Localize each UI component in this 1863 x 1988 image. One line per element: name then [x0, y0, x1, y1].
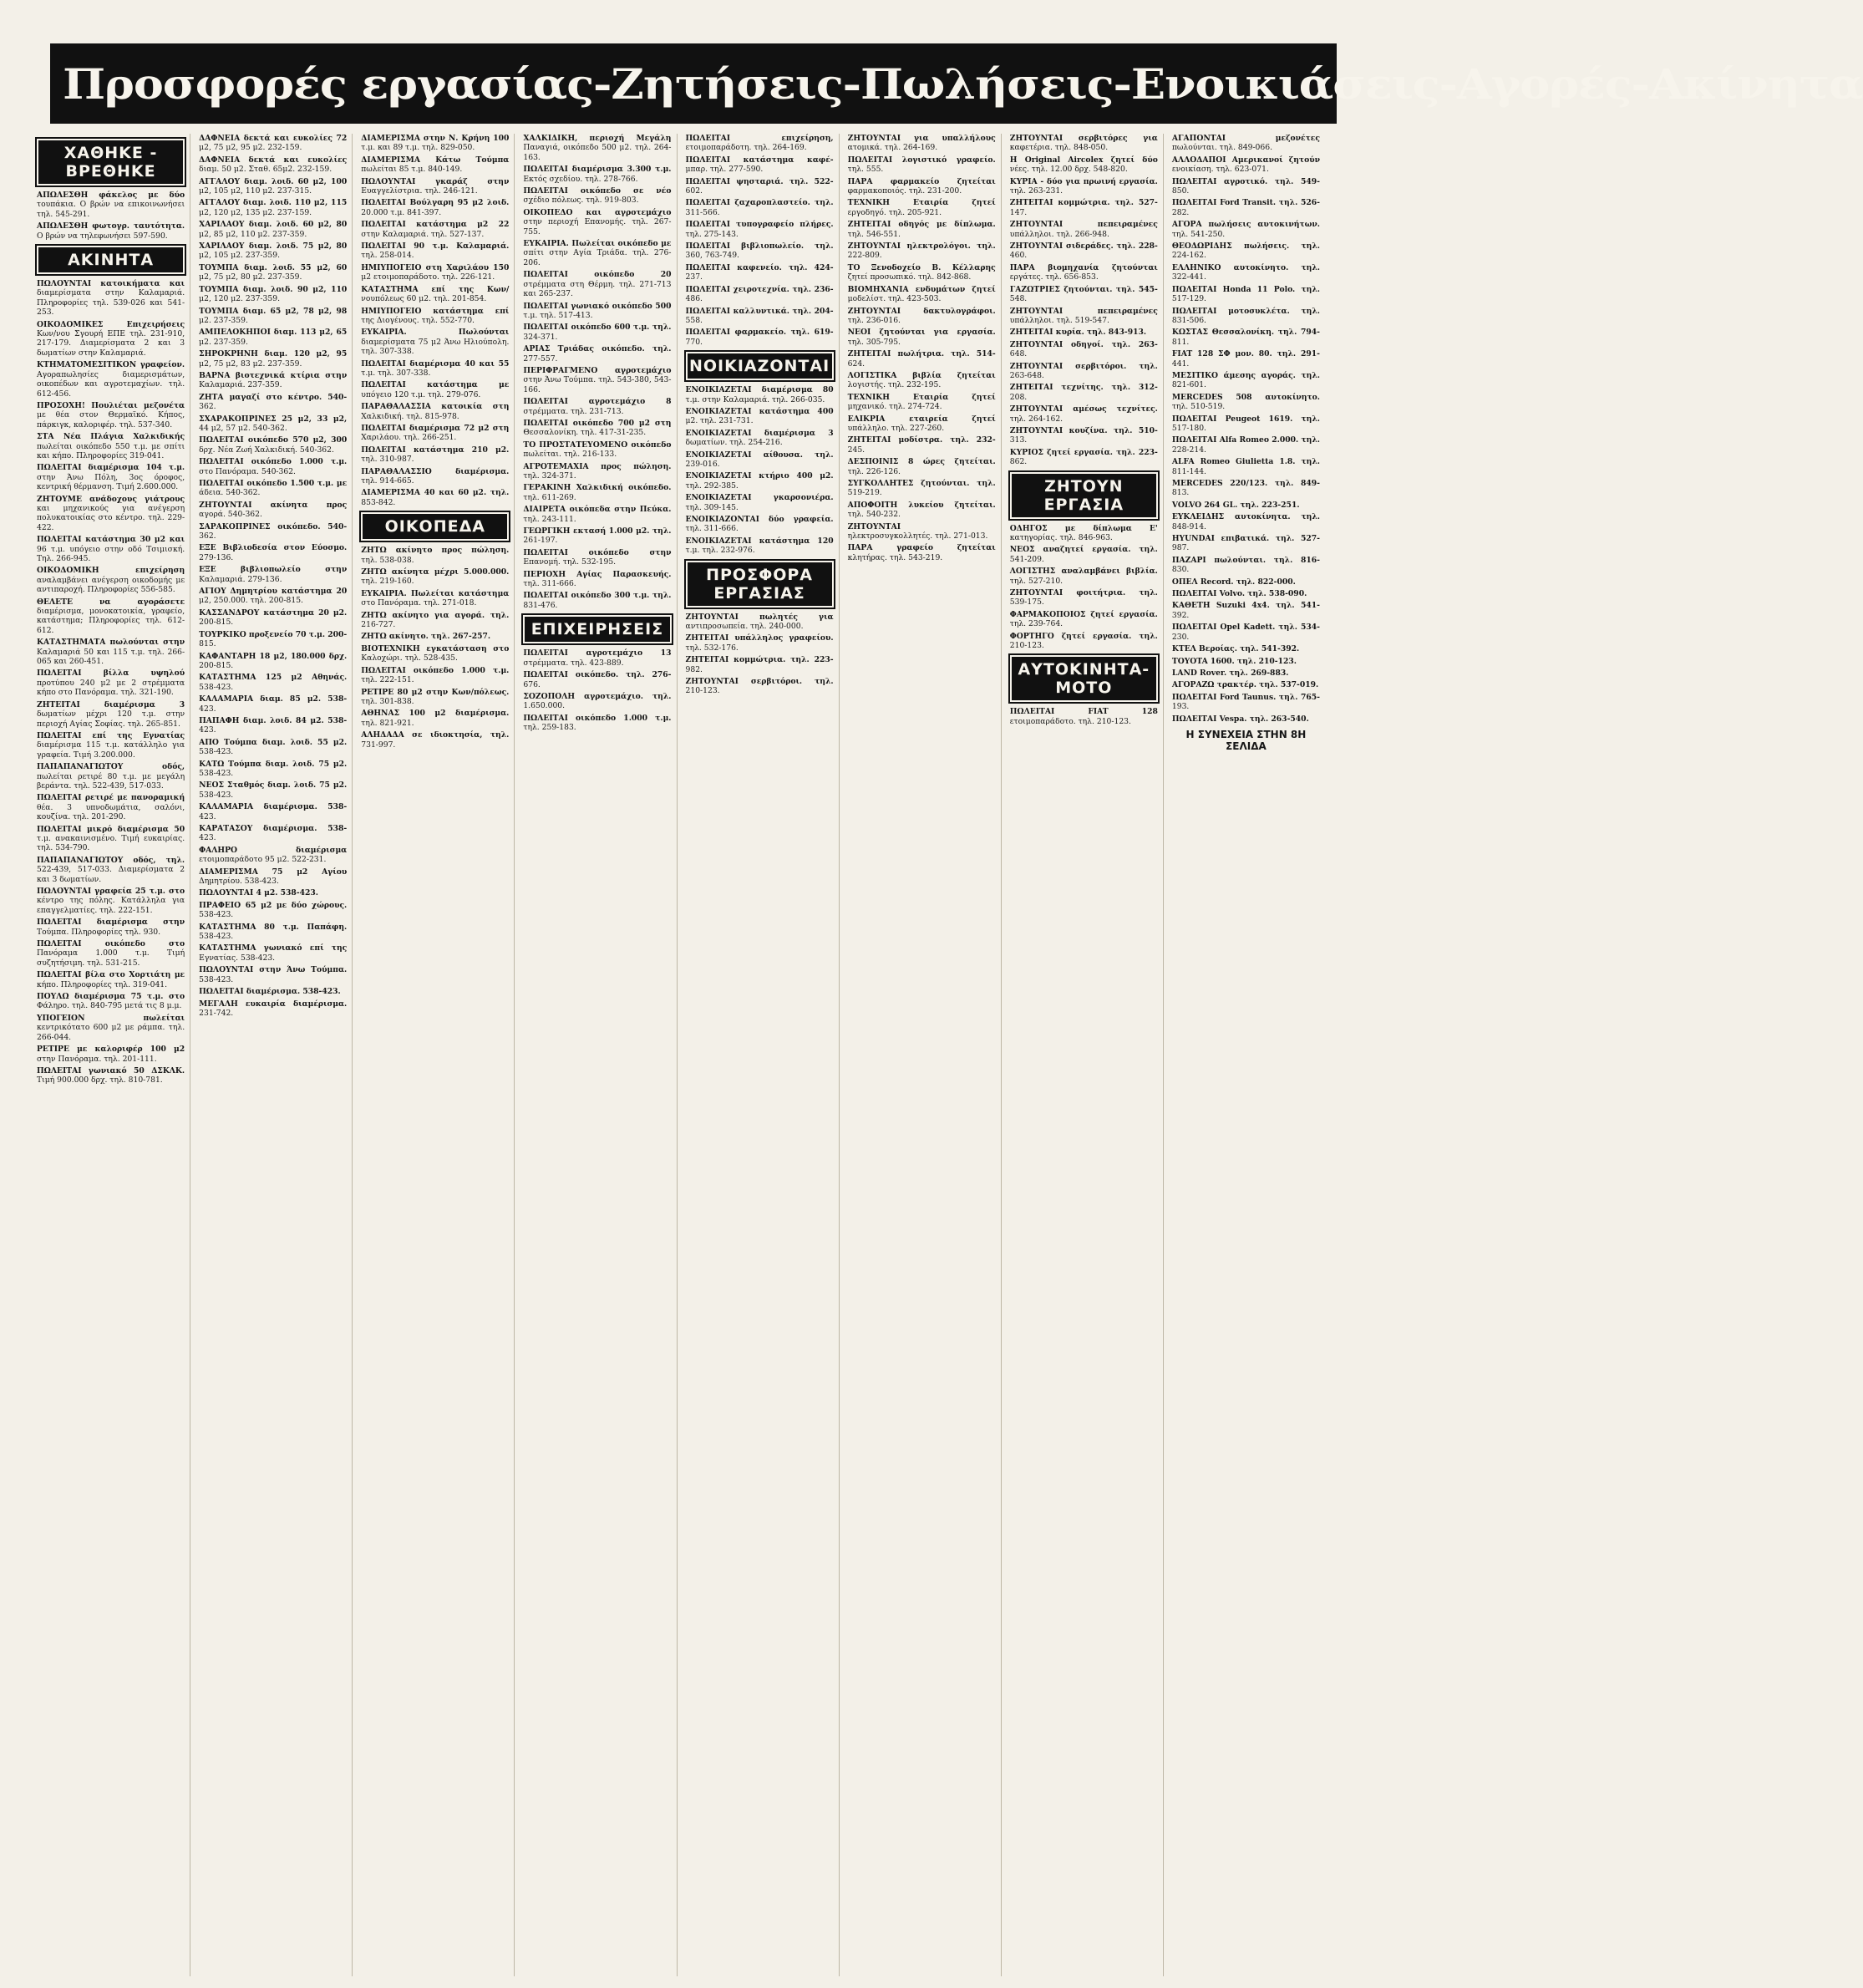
section-header-lost-found: ΧΑΘΗΚΕ - ΒΡΕΘΗΚΕ: [37, 139, 185, 186]
classified-ad: ΑΛΛΟΔΑΠΟΙ Αμερικανοί ζητούν ενοικίαση. τηλ. 623-071.: [1171, 155, 1320, 175]
classified-ad: ΠΩΛΕΙΤΑΙ Volvo. τηλ. 538-090.: [1171, 589, 1307, 599]
classified-ad: ΠΩΛΟΥΝΤΑΙ κατοικήματα και διαμερίσματα στην Καλαμαριά. Πληροφορίες τηλ. 539-026 και 541-253.: [37, 279, 185, 318]
classified-ad: ΠΩΛΕΙΤΑΙ κατάστημα 210 μ2. τηλ. 310-987.: [361, 445, 510, 465]
classified-ad: ΠΩΛΕΙΤΑΙ διαμέρισμα 104 τ.μ. στην Άνω Πόλη, 3ος όροφος, κεντρική θέρμανση. Τιμή 2.600.000.: [37, 463, 185, 492]
classified-ad: ΑΠΟΦΟΙΤΗ λυκείου ζητείται. τηλ. 540-232.: [847, 500, 996, 520]
section-header-job-requests: ΖΗΤΟΥΝ ΕΡΓΑΣΙΑ: [1010, 472, 1158, 519]
classified-ad: ΕΝΟΙΚΙΑΖΕΤΑΙ διαμέρισμα 3 δωματίων. τηλ. 254-216.: [685, 428, 834, 448]
classified-ad: ΖΗΤΟΥΝΤΑΙ φοιτήτρια. τηλ. 539-175.: [1009, 588, 1158, 608]
classified-ad: ΖΗΤΟΥΝΤΑΙ σιδεράδες. τηλ. 228-460.: [1009, 242, 1158, 261]
classified-ad: ΠΩΛΕΙΤΑΙ οικόπεδο στην Επανομή. τηλ. 532-195.: [523, 547, 672, 567]
classified-ad: ΠΩΛΕΙΤΑΙ ψησταριά. τηλ. 522-602.: [685, 176, 834, 196]
ad-group: [1010, 707, 1158, 726]
classified-ad: ΡΕΤΙΡΕ 80 μ2 στην Κων/πόλεως. τηλ. 301-838.: [361, 687, 510, 706]
section-header-business: ΕΠΙΧΕΙΡΗΣΕΙΣ: [523, 615, 671, 643]
classified-ad: ΖΗΤΟΥΝΤΑΙ κουζίνα. τηλ. 510-313.: [1009, 425, 1158, 445]
column-4: [518, 134, 677, 1976]
classified-ad: FIAT 128 ΣΦ μον. 80. τηλ. 291-441.: [1171, 349, 1320, 369]
continuation-note: Η ΣΥΝΕΧΕΙΑ ΣΤΗΝ 8Η ΣΕΛΙΔΑ: [1185, 728, 1307, 752]
classified-ad: ΠΩΛΕΙΤΑΙ οικόπεδο 1.000 τ.μ. στο Πανόραμα. 540-362.: [199, 457, 348, 476]
classified-ad: ΛΟΓΙΣΤΙΚΑ βιβλία ζητείται λογιστής. τηλ. 232-195.: [847, 370, 996, 390]
classified-ad: ΠΩΛΕΙΤΑΙ κατάστημα 30 μ2 και 96 τ.μ. υπόγειο στην οδό Τσιμισκή. Τηλ. 266-945.: [37, 535, 185, 563]
ad-group: [686, 385, 834, 556]
classified-ad: ΠΑΠΑΠΑΝΑΓΙΩΤΟΥ οδός, πωλείται ρετιρέ 80 τ.μ. με μεγάλη βεράντα. τηλ. 522-439, 517-033.: [37, 762, 185, 791]
classified-ad: ΠΩΛΕΙΤΑΙ μοτοσυκλέτα. τηλ. 831-506.: [1171, 306, 1320, 325]
classified-ad: ΑΘΗΝΑΣ 100 μ2 διαμέρισμα. τηλ. 821-921.: [361, 709, 510, 728]
classified-ad: ΘΕΛΕΤΕ να αγοράσετε διαμέρισμα, μονοκατοικία, γραφείο, κατάστημα; Πληροφορίες τηλ. 612-612.: [37, 597, 185, 635]
classified-ad: ΠΩΛΕΙΤΑΙ Peugeot 1619. τηλ. 517-180.: [1171, 414, 1320, 433]
classified-ad: ΠΩΛΕΙΤΑΙ χειροτεχνία. τηλ. 236-486.: [685, 284, 834, 304]
classified-ad: ALFA Romeo Giulietta 1.8. τηλ. 811-144.: [1171, 457, 1320, 476]
classified-ad: ΡΕΤΙΡΕ με καλοριφέρ 100 μ2 στην Πανόραμα. τηλ. 201-111.: [37, 1045, 185, 1064]
classified-ad: ΟΔΗΓΟΣ με δίπλωμα Ε' κατηγορίας. τηλ. 846-963.: [1009, 523, 1158, 542]
classified-ad: ΕΥΚΛΕΙΔΗΣ αυτοκίνητα. τηλ. 848-914.: [1171, 512, 1320, 531]
ad-group: [199, 134, 347, 1018]
classified-ad: ΠΩΛΕΙΤΑΙ οικόπεδο 1.000 τ.μ. τηλ. 222-151.: [361, 665, 510, 685]
classified-ad: ΠΩΛΕΙΤΑΙ Opel Kadett. τηλ. 534-230.: [1171, 623, 1320, 642]
classified-ad: VOLVO 264 GL. τηλ. 223-251.: [1171, 500, 1300, 510]
classified-ad: ΠΑΠΑΠΑΝΑΓΙΩΤΟΥ οδός, τηλ. 522-439, 517-033. Διαμερίσματα 2 και 3 δωματίων.: [37, 855, 185, 884]
classified-ad: ΠΩΛΕΙΤΑΙ οικόπεδο 300 τ.μ. τηλ. 831-476.: [523, 591, 672, 610]
column-5: [681, 134, 840, 1976]
classified-ad: ΠΑΡΑ γραφείο ζητείται κλητήρας. τηλ. 543-219.: [847, 543, 996, 562]
classified-ad: ΠΩΛΕΙΤΑΙ αγροτικό. τηλ. 549-850.: [1171, 176, 1320, 196]
classified-ad: ΚΑΤΑΣΤΗΜΑΤΑ πωλούνται στην Καλαμαριά 50 και 115 τ.μ. τηλ. 266-065 και 260-451.: [37, 638, 185, 667]
classified-ad: ΔΙΑΜΕΡΙΣΜΑ 75 μ2 Αγίου Δημητρίου. 538-423.: [199, 867, 348, 887]
classified-ad: ΚΥΡΙΟΣ ζητεί εργασία. τηλ. 223-862.: [1009, 447, 1158, 467]
classified-ad: ΖΗΤΟΥΝΤΑΙ ηλεκτρολόγοι. τηλ. 222-809.: [847, 242, 996, 261]
classified-ad: ΦΑΛΗΡΟ διαμέρισμα ετοιμοπαράδοτο 95 μ2. 522-231.: [199, 845, 348, 865]
classified-ad: ΔΙΑΜΕΡΙΣΜΑ 40 και 60 μ2. τηλ. 853-842.: [361, 488, 510, 507]
classified-ad: ΟΙΚΟΠΕΔΟ και αγροτεμάχιο στην περιοχή Επανομής. τηλ. 267-755.: [523, 207, 672, 236]
classified-ad: ΖΗΤΟΥΝΤΑΙ πωλητές για αντιπροσωπεία. τηλ. 240-000.: [685, 612, 834, 632]
classified-ad: ΣΧΑΡΑΚΟΠΡΙΝΕΣ 25 μ2, 33 μ2, 44 μ2, 57 μ2. 540-362.: [199, 414, 348, 433]
classified-columns: [32, 134, 1325, 1976]
classified-ad: ΕΝΟΙΚΙΑΖΕΤΑΙ αίθουσα. τηλ. 239-016.: [685, 450, 834, 469]
classified-ad: ΔΙΑΜΕΡΙΣΜΑ στην Ν. Κρήνη 100 τ.μ. και 89 τ.μ. τηλ. 829-050.: [361, 134, 510, 153]
classified-ad: ΠΕΡΙΟΧΗ Αγίας Παρασκευής. τηλ. 311-666.: [523, 569, 672, 589]
classified-ad: ΒΙΟΜΗΧΑΝΙΑ ενδυμάτων ζητεί μοδελίστ. τηλ. 423-503.: [847, 284, 996, 304]
classified-ad: ΟΙΚΟΔΟΜΙΚΕΣ Επιχειρήσεις Κων/νου Σγουρή ΕΠΕ τηλ. 231-910, 217-179. Διαμερίσματα 2 και 3 δωματίων στην Καλαμαριά.: [37, 319, 185, 358]
classified-ad: ΖΗΤΑ μαγαζί στο κέντρο. 540-362.: [199, 392, 348, 412]
classified-ad: ΔΑΦΝΕΙΑ δεκτά και ευκολίες διαμ. 50 μ2. Σταθ. 65μ2. 232-159.: [199, 155, 348, 175]
classified-ad: ΠΩΛΕΙΤΑΙ οικόπεδο 570 μ2, 300 δρχ. Νέα Ζωή Χαλκιδική. 540-362.: [199, 435, 348, 455]
classified-ad: ΠΩΛΕΙΤΑΙ καλλυντικά. τηλ. 204-558.: [685, 306, 834, 325]
ad-group: [523, 648, 671, 732]
ad-group: [523, 134, 671, 610]
classified-ad: ΖΗΤΟΥΝΤΑΙ σερβιτόροι. τηλ. 210-123.: [685, 677, 834, 696]
classified-ad: ΠΩΛΕΙΤΑΙ Honda 11 Polo. τηλ. 517-129.: [1171, 284, 1320, 304]
classified-ad: ΠΩΛΕΙΤΑΙ καφενείο. τηλ. 424-237.: [685, 262, 834, 282]
classified-ad: ΚΑΤΑΣΤΗΜΑ 125 μ2 Αθηνάς. 538-423.: [199, 673, 348, 692]
classified-ad: ΠΩΛΕΙΤΑΙ επί της Εγνατίας διαμέρισμα 115 τ.μ. κατάλληλο για γραφεία. Τιμή 3.200.000.: [37, 730, 185, 760]
ad-group: [848, 134, 996, 562]
classified-ad: ΗΜΙΥΠΟΓΕΙΟ στη Χαριλάου 150 μ2 ετοιμοπαράδοτο. τηλ. 226-121.: [361, 262, 510, 282]
classified-ad: ΠΩΛΕΙΤΑΙ αγροτεμάχιο 13 στρέμματα. τηλ. 423-889.: [523, 648, 672, 668]
classified-ad: ΤΟΥΜΠΑ διαμ. λοιδ. 55 μ2, 60 μ2, 75 μ2, 80 μ2. 237-359.: [199, 262, 348, 282]
classified-ad: ΣΟΖΟΠΟΛΗ αγροτεμάχιο. τηλ. 1.650.000.: [523, 691, 672, 711]
classified-ad: ΚΑΦΑΝΤΑΡΗ 18 μ2, 180.000 δρχ. 200-815.: [199, 651, 348, 670]
classified-ad: ΑΓΓΑΛΟΥ διαμ. λοιδ. 60 μ2, 100 μ2, 105 μ2, 110 μ2. 237-315.: [199, 176, 348, 196]
ad-group: [1172, 134, 1320, 724]
classified-ad: ΚΑΡΑΤΑΣΟΥ διαμέρισμα. 538-423.: [199, 824, 348, 843]
classified-ad: ΠΩΛΕΙΤΑΙ αγροτεμάχιο 8 στρέμματα. τηλ. 231-713.: [523, 397, 672, 416]
column-6: [843, 134, 1002, 1976]
classified-ad: ΑΓΑΠΟΝΤΑΙ μεζονέτες πωλούνται. τηλ. 849-066.: [1171, 134, 1320, 153]
classified-ad: ΠΩΛΟΥΝΤΑΙ γραφεία 25 τ.μ. στο κέντρο της πόλης. Κατάλληλα για επαγγελματίες. τηλ. 222-151.: [37, 887, 185, 915]
classified-ad: ΠΩΛΕΙΤΑΙ βιβλιοπωλείο. τηλ. 360, 763-749.: [685, 242, 834, 261]
classified-ad: ΚΑΛΑΜΑΡΙΑ διαμέρισμα. 538-423.: [199, 802, 348, 821]
classified-ad: ΚΥΡΙΑ - δύο για πρωινή εργασία. τηλ. 263-231.: [1009, 176, 1158, 196]
classified-ad: ΠΩΛΕΙΤΑΙ οικόπεδο 700 μ2 στη Θεσσαλονίκη. τηλ. 417-31-235.: [523, 418, 672, 438]
classified-ad: ΠΑΡΑ βιομηχανία ζητούνται εργάτες. τηλ. 656-853.: [1009, 262, 1158, 282]
classified-ad: ΠΩΛΕΙΤΑΙ διαμέρισμα 72 μ2 στη Χαριλάου. τηλ. 266-251.: [361, 423, 510, 443]
ad-group: [1010, 524, 1158, 651]
classified-ad: ΑΓΙΟΥ Δημητρίου κατάστημα 20 μ2, 250.000. τηλ. 200-815.: [199, 587, 348, 606]
classified-ad: ΠΩΛΕΙΤΑΙ βίλλα υψηλού προτύπου 240 μ2 με 2 στρέμματα κήπο στο Πανόραμα. τηλ. 321-190.: [37, 669, 185, 698]
ad-group: [37, 279, 185, 1086]
classified-ad: ΚΑΤΩ Τούμπα διαμ. λοιδ. 75 μ2. 538-423.: [199, 759, 348, 778]
classified-ad: ΟΠΕΛ Record. τηλ. 822-000.: [1171, 577, 1296, 587]
classified-ad: ΑΠΩΛΕΣΘΗ φωτογρ. ταυτότητα. Ο βρών να τηλεφωνήσει 597-590.: [37, 221, 185, 241]
classified-ad: ΚΑΣΣΑΝΔΡΟΥ κατάστημα 20 μ2. 200-815.: [199, 608, 348, 628]
classified-ad: ΠΩΛΕΙΤΑΙ οικόπεδο σε νέο σχέδιο πόλεως. τηλ. 919-803.: [523, 186, 672, 206]
classified-ad: ΠΩΛΕΙΤΑΙ κατάστημα με υπόγειο 120 τ.μ. τηλ. 279-076.: [361, 380, 510, 399]
classified-ad: ΕΝΟΙΚΙΑΖΟΝΤΑΙ δύο γραφεία. τηλ. 311-666.: [685, 515, 834, 534]
classified-ad: ΖΗΤΩ ακίνητο. τηλ. 267-257.: [361, 632, 491, 642]
classified-ad: ΠΩΛΕΙΤΑΙ τυπογραφείο πλήρες. τηλ. 275-143.: [685, 220, 834, 239]
classified-ad: ΓΑΖΩΤΡΙΕΣ ζητούνται. τηλ. 545-548.: [1009, 284, 1158, 304]
classified-ad: ΣΗΡΟΚΡΗΝΗ διαμ. 120 μ2, 95 μ2, 75 μ2, 83 μ2. 237-359.: [199, 349, 348, 369]
classified-ad: ΖΗΤΟΥΜΕ ανάδοχους γιάτρους και μηχανικούς για ανέγερση πολυκατοικίας στο κέντρο. τηλ. 229-422.: [37, 494, 185, 532]
classified-ad: ΝΕΟΙ ζητούνται για εργασία. τηλ. 305-795.: [847, 328, 996, 347]
classified-ad: ΠΩΛΟΥΝΤΑΙ στην Άνω Τούμπα. 538-423.: [199, 965, 348, 984]
classified-ad: ΖΗΤΟΥΝΤΑΙ ακίνητα προς αγορά. 540-362.: [199, 500, 348, 520]
classified-ad: ΠΩΛΕΙΤΑΙ Βούλγαρη 95 μ2 λοιδ. 20.000 τ.μ. 841-397.: [361, 198, 510, 217]
ad-group: [361, 546, 509, 750]
classified-ad: ΤΕΧΝΙΚΗ Εταιρία ζητεί μηχανικό. τηλ. 274-724.: [847, 392, 996, 412]
classified-ad: ΕΝΟΙΚΙΑΖΕΤΑΙ διαμέρισμα 80 τ.μ. στην Καλαμαριά. τηλ. 266-035.: [685, 385, 834, 404]
classified-ad: ΖΗΤΕΙΤΑΙ κομμώτρια. τηλ. 527-147.: [1009, 198, 1158, 217]
classified-ad: ΖΗΤΕΙΤΑΙ κυρία. τηλ. 843-913.: [1009, 328, 1147, 338]
classified-ad: ΠΩΛΕΙΤΑΙ οικόπεδο στο Πανόραμα 1.000 τ.μ. Τιμή συζητήσιμη. τηλ. 531-215.: [37, 939, 185, 968]
classified-ad: ΕΛΙΚΡΙΑ εταιρεία ζητεί υπάλληλο. τηλ. 227-260.: [847, 414, 996, 433]
classified-ad: ΖΗΤΩ ακίνητα μέχρι 5.000.000. τηλ. 219-160.: [361, 567, 510, 587]
section-header-job-offers: ΠΡΟΣΦΟΡΑ ΕΡΓΑΣΙΑΣ: [686, 561, 834, 608]
classified-ad: ΕΝΟΙΚΙΑΖΕΤΑΙ κατάστημα 120 τ.μ. τηλ. 232-976.: [685, 536, 834, 556]
classified-ad: ΠΩΛΕΙΤΑΙ κατάστημα μ2 22 στην Καλαμαριά. τηλ. 527-137.: [361, 220, 510, 239]
classified-ad: ΑΓΡΟΤΕΜΑΧΙΑ προς πώληση. τηλ. 324-371.: [523, 461, 672, 480]
classified-ad: ΛΟΓΙΣΤΗΣ αναλαμβάνει βιβλία. τηλ. 527-210.: [1009, 567, 1158, 586]
classified-ad: ΠΩΛΕΙΤΑΙ Alfa Romeo 2.000. τηλ. 228-214.: [1171, 435, 1320, 455]
classified-ad: ΚΑΤΑΣΤΗΜΑ 80 τ.μ. Παπάφη. 538-423.: [199, 922, 348, 942]
classified-ad: ΕΝΟΙΚΙΑΖΕΤΑΙ γκαρσονιέρα. τηλ. 309-145.: [685, 493, 834, 512]
classified-ad: ΖΗΤΕΙΤΑΙ υπάλληλος γραφείου. τηλ. 532-176.: [685, 633, 834, 653]
column-8: [1167, 134, 1325, 1976]
classified-ad: ΖΗΤΕΙΤΑΙ πωλήτρια. τηλ. 514-624.: [847, 349, 996, 369]
section-header-property: ΑΚΙΝΗΤΑ: [37, 246, 185, 274]
classified-ad: ΖΗΤΕΙΤΑΙ μοδίστρα. τηλ. 232-245.: [847, 435, 996, 455]
classified-ad: ΜΕΓΑΛΗ ευκαιρία διαμέρισμα. 231-742.: [199, 999, 348, 1018]
classified-ad: ΠΩΛΕΙΤΑΙ ρετιρέ με πανοραμική θέα. 3 υπνοδωμάτια, σαλόνι, κουζίνα. τηλ. 201-290.: [37, 793, 185, 822]
ad-group: [37, 191, 185, 241]
classified-ad: ΠΩΛΕΙΤΑΙ μικρό διαμέρισμα 50 τ.μ. ανακαινισμένο. Τιμή ευκαιρίας. τηλ. 534-790.: [37, 824, 185, 853]
classified-ad: ΜΕΣΙΤΙΚΟ άμεσης αγοράς. τηλ. 821-601.: [1171, 370, 1320, 390]
classified-ad: ΖΗΤΟΥΝΤΑΙ ηλεκτροσυγκολλητές. τηλ. 271-013.: [847, 521, 988, 541]
classified-ad: ΝΕΟΣ αναζητεί εργασία. τηλ. 541-209.: [1009, 545, 1158, 564]
column-3: [356, 134, 515, 1976]
ad-group: [361, 134, 509, 507]
section-header-cars: ΑΥΤΟΚΙΝΗΤΑ-ΜΟΤΟ: [1010, 655, 1158, 702]
page-banner: [50, 43, 1863, 124]
classified-ad: ΑΡΙΑΣ Τριάδας οικόπεδο. τηλ. 277-557.: [523, 344, 672, 364]
classified-ad: ΕΥΚΑΙΡΙΑ. Πωλείται οικόπεδο με σπίτι στην Αγία Τριάδα. τηλ. 276-206.: [523, 239, 672, 267]
classified-ad: ΠΩΛΕΙΤΑΙ διαμέρισμα στην Τούμπα. Πληροφορίες τηλ. 930.: [37, 918, 185, 937]
classified-ad: ΤΟ Ξενοδοχείο Β. Κέλλαρης ζητεί προσωπικό. τηλ. 842-868.: [847, 262, 996, 282]
classified-ad: ΤΕΧΝΙΚΗ Εταιρία ζητεί εργοδηγό. τηλ. 205-921.: [847, 198, 996, 217]
classified-ad: ΔΕΣΠΟΙΝΙΣ 8 ώρες ζητείται. τηλ. 226-126.: [847, 457, 996, 476]
classified-ad: ΠΑΡΑΘΑΛΑΣΣΙΑ κατοικία στη Χαλκιδική. τηλ. 815-978.: [361, 402, 510, 421]
ad-group: [1010, 134, 1158, 467]
classified-ad: ΑΓΟΡΑΖΩ τρακτέρ. τηλ. 537-019.: [1171, 680, 1319, 690]
classified-ad: ΠΩΛΕΙΤΑΙ οικόπεδο 1.500 τ.μ. με άδεια. 540-362.: [199, 479, 348, 498]
classified-ad: ΠΡΑΦΕΙΟ 65 μ2 με δύο χώρους. 538-423.: [199, 900, 348, 920]
classified-ad: ΣΤΑ Νέα Πλάγια Χαλκιδικής πωλείται οικόπεδο 550 τ.μ. με σπίτι και κήπο. Πληροφορίες 319-041.: [37, 432, 185, 460]
classified-ad: ΖΗΤΟΥΝΤΑΙ πεπειραμένες υπάλληλοι. τηλ. 519-547.: [1009, 306, 1158, 325]
ad-group: [686, 613, 834, 696]
classified-ad: HYUNDAI επιβατικά. τηλ. 527-987.: [1171, 534, 1320, 553]
classified-ad: ΖΗΤΕΙΤΑΙ διαμέρισμα 3 δωματίων μέχρι 120 τ.μ. στην περιοχή Αγίας Σοφίας. τηλ. 265-851.: [37, 699, 185, 729]
classified-ad: ΠΩΛΕΙΤΑΙ οικόπεδο. τηλ. 276-676.: [523, 670, 672, 689]
classified-ad: ΖΗΤΕΙΤΑΙ κομμώτρια. τηλ. 223-982.: [685, 655, 834, 674]
classified-ad: ΠΩΛΕΙΤΑΙ διαμέρισμα. 538-423.: [199, 987, 341, 997]
classified-ad: ΠΩΛΕΙΤΑΙ οικόπεδο 600 τ.μ. τηλ. 324-371.: [523, 323, 672, 342]
classified-ad: ΧΑΛΚΙΔΙΚΗ, περιοχή Μεγάλη Παναγιά, οικόπεδο 500 μ2. τηλ. 264-163.: [523, 134, 672, 162]
classified-ad: ΕΞΕ βιβλιοπωλείο στην Καλαμαριά. 279-136.: [199, 565, 348, 584]
classified-ad: ΠΩΛΕΙΤΑΙ φαρμακείο. τηλ. 619-770.: [685, 328, 834, 347]
classified-ad: ΘΕΟΔΩΡΙΔΗΣ πωλήσεις. τηλ. 224-162.: [1171, 242, 1320, 261]
classified-ad: ΚΑΤΑΣΤΗΜΑ γωνιακό επί της Εγνατίας. 538-423.: [199, 943, 348, 963]
classified-ad: ΠΕΡΙΦΡΑΓΜΕΝΟ αγροτεμάχιο στην Άνω Τούμπα. τηλ. 543-380, 543-166.: [523, 365, 672, 394]
classified-ad: ΖΗΤΟΥΝΤΑΙ αμέσως τεχνίτες. τηλ. 264-162.: [1009, 404, 1158, 424]
classified-ad: ΠΩΛΕΙΤΑΙ διαμέρισμα 40 και 55 τ.μ. τηλ. 307-338.: [361, 358, 510, 378]
classified-ad: ΔΑΦΝΕΙΑ δεκτά και ευκολίες 72 μ2, 75 μ2, 95 μ2. 232-159.: [199, 134, 348, 153]
classified-ad: ΑΜΠΕΛΟΚΗΠΟΙ διαμ. 113 μ2, 65 μ2. 237-359.: [199, 328, 348, 347]
classified-ad: ΖΗΤΩ ακίνητο για αγορά. τηλ. 216-727.: [361, 610, 510, 630]
classified-ad: ΠΟΥΛΩ διαμέρισμα 75 τ.μ. στο Φάληρο. τηλ. 840-795 μετά τις 8 μ.μ.: [37, 992, 185, 1011]
classified-ad: ΠΩΛΕΙΤΑΙ Vespa. τηλ. 263-540.: [1171, 714, 1309, 724]
classified-ad: ΤΟΥΜΠΑ διαμ. λοιδ. 90 μ2, 110 μ2, 120 μ2. 237-359.: [199, 284, 348, 304]
classified-ad: ΚΤΕΛ Βεροίας. τηλ. 541-392.: [1171, 644, 1300, 654]
classified-ad: ΚΑΛΑΜΑΡΙΑ διαμ. 85 μ2. 538-423.: [199, 694, 348, 714]
classified-ad: ΠΩΛΕΙΤΑΙ FIAT 128 ετοιμοπαράδοτο. τηλ. 210-123.: [1009, 707, 1158, 726]
classified-ad: ΠΩΛΕΙΤΑΙ 90 τ.μ. Καλαμαριά. τηλ. 258-014.: [361, 242, 510, 261]
classified-ad: ΠΩΛΕΙΤΑΙ Ford Taunus. τηλ. 765-193.: [1171, 692, 1320, 712]
classified-ad: ΣΑΡΑΚΟΠΡΙΝΕΣ οικόπεδο. 540-362.: [199, 521, 348, 541]
classified-ad: ΒΑΡΝΑ βιοτεχνικά κτίρια στην Καλαμαριά. 237-359.: [199, 370, 348, 390]
classified-ad: ΚΤΗΜΑΤΟΜΕΣΙΤΙΚΟΝ γραφείον. Αγοραπωλησίες διαμερισμάτων, οικοπέδων και αγροτεμαχίων. τηλ. 612-456.: [37, 360, 185, 399]
classified-ad: ΠΩΛΕΙΤΑΙ Ford Transit. τηλ. 526-282.: [1171, 198, 1320, 217]
classified-ad: ΠΩΛΕΙΤΑΙ λογιστικό γραφείο. τηλ. 555.: [847, 155, 996, 175]
classified-ad: ΖΗΤΩ ακίνητο προς πώληση. τηλ. 538-038.: [361, 546, 510, 565]
classified-ad: ΠΑΖΑΡΙ πωλούνται. τηλ. 816-830.: [1171, 555, 1320, 575]
classified-ad: ΔΙΑΙΡΕΤΑ οικόπεδα στην Πεύκα. τηλ. 243-111.: [523, 505, 672, 524]
classified-ad: ΖΗΤΟΥΝΤΑΙ οδηγοί. τηλ. 263-648.: [1009, 339, 1158, 359]
classified-ad: ΕΝΟΙΚΙΑΖΕΤΑΙ κατάστημα 400 μ2. τηλ. 231-731.: [685, 406, 834, 426]
classified-ad: ΥΠΟΓΕΙΟΝ πωλείται κεντρικότατο 600 μ2 με ράμπα. τηλ. 266-044.: [37, 1013, 185, 1042]
classified-ad: MERCEDES 220/123. τηλ. 849-813.: [1171, 479, 1320, 498]
classified-ad: ΠΡΟΣΟΧΗ! Πουλιέται μεζονέτα με θέα στον Θερμαϊκό. Κήπος, πάρκιγκ, καλοριφέρ. τηλ. 537-340.: [37, 400, 185, 430]
section-header-rentals: ΝΟΙΚΙΑΖΟΝΤΑΙ: [686, 352, 834, 380]
section-header-plots: ΟΙΚΟΠΕΔΑ: [361, 512, 509, 541]
classified-ad: ΤΟΥΜΠΑ διαμ. 65 μ2, 78 μ2, 98 μ2. 237-359.: [199, 306, 348, 325]
ad-group: [686, 134, 834, 347]
banner-title: Προσφορές εργασίας-Ζητήσεις-Πωλήσεις-Ενοικιάσεις-Αγορές-Ακίνητα: [63, 58, 1863, 109]
classified-ad: ΕΥΚΑΙΡΙΑ. Πωλούνται διαμερίσματα 75 μ2 Άνω Ηλιούπολη. τηλ. 307-338.: [361, 328, 510, 357]
classified-ad: ΚΑΤΑΣΤΗΜΑ επί της Κων/νουπόλεως 60 μ2. τηλ. 201-854.: [361, 284, 510, 304]
classified-ad: ΤΟΥΡΚΙΚΟ προξενείο 70 τ.μ. 200-815.: [199, 629, 348, 649]
classified-ad: ΓΕΩΡΓΙΚΗ εκτασή 1.000 μ2. τηλ. 261-197.: [523, 526, 672, 546]
classified-ad: ΣΥΓΚΟΛΛΗΤΕΣ ζητούνται. τηλ. 519-219.: [847, 479, 996, 498]
classified-ad: ΑΓΟΡΑ πωλήσεις αυτοκινήτων. τηλ. 541-250.: [1171, 220, 1320, 239]
classified-ad: ΠΩΛΟΥΝΤΑΙ 4 μ2. 538-423.: [199, 888, 319, 898]
classified-ad: ΠΑΠΑΦΗ διαμ. λοιδ. 84 μ2. 538-423.: [199, 715, 348, 735]
classified-ad: ΗΜΙΥΠΟΓΕΙΟ κατάστημα επί της Διογένους. τηλ. 552-770.: [361, 306, 510, 325]
classified-ad: Η Original Aircolex ζητεί δύο νέες. τηλ. 12.00 δρχ. 548-820.: [1009, 155, 1158, 175]
classified-ad: ΟΙΚΟΔΟΜΙΚΗ επιχείρηση αναλαμβάνει ανέγερση οικοδομής με αντιπαροχή. Πληροφορίες 556-585.: [37, 566, 185, 595]
classified-ad: ΠΩΛΕΙΤΑΙ βίλα στο Χορτιάτη με κήπο. Πληροφορίες τηλ. 319-041.: [37, 970, 185, 989]
classified-ad: ΖΗΤΟΥΝΤΑΙ σερβιτόρες για καφετέρια. τηλ. 848-050.: [1009, 134, 1158, 153]
classified-ad: ΦΟΡΤΗΓΟ ζητεί εργασία. τηλ. 210-123.: [1009, 631, 1158, 651]
classified-ad: ΠΩΛΕΙΤΑΙ οικόπεδο 20 στρέμματα στη Θέρμη. τηλ. 271-713 και 265-237.: [523, 270, 672, 299]
classified-ad: ΔΙΑΜΕΡΙΣΜΑ Κάτω Τούμπα πωλείται 85 τ.μ. 840-149.: [361, 155, 510, 175]
classified-ad: ΖΗΤΕΙΤΑΙ οδηγός με δίπλωμα. τηλ. 546-551.: [847, 220, 996, 239]
classified-ad: ΠΩΛΕΙΤΑΙ επιχείρηση, ετοιμοπαράδοτη. τηλ. 264-169.: [685, 134, 834, 153]
classified-ad: MERCEDES 508 αυτοκίνητο. τηλ. 510-519.: [1171, 392, 1320, 412]
classified-ad: ΤΟ ΠΡΟΣΤΑΤΕΥΟΜΕΝΟ οικόπεδο πωλείται. τηλ. 216-133.: [523, 440, 672, 460]
classified-ad: ΑΛΗΔΑΔΑ σε ιδιοκτησία, τηλ. 731-997.: [361, 730, 510, 750]
classified-ad: ΚΑΘΕΤΗ Suzuki 4x4. τηλ. 541-392.: [1171, 601, 1320, 620]
classified-ad: ΧΑΡΙΛΑΟΥ διαμ. λοιδ. 60 μ2, 80 μ2, 85 μ2, 110 μ2. 237-359.: [199, 220, 348, 239]
classified-ad: ΝΕΟΣ Σταθμός διαμ. λοιδ. 75 μ2. 538-423.: [199, 780, 348, 800]
classified-ad: ΠΩΛΕΙΤΑΙ γωνιακό 50 ΔΣΚΛΚ. Τιμή 900.000 δρχ. τηλ. 810-781.: [37, 1065, 185, 1086]
classified-ad: ΑΓΓΑΛΟΥ διαμ. λοιδ. 110 μ2, 115 μ2, 120 μ2, 135 μ2. 237-159.: [199, 198, 348, 217]
classified-ad: ΠΩΛΕΙΤΑΙ ζαχαροπλαστείο. τηλ. 311-566.: [685, 198, 834, 217]
classified-ad: ΕΛΛΗΝΙΚΟ αυτοκίνητο. τηλ. 322-441.: [1171, 262, 1320, 282]
classified-ad: ΒΙΟΤΕΧΝΙΚΗ εγκατάσταση στο Καλοχώρι. τηλ. 528-435.: [361, 643, 510, 664]
classified-ad: ΠΑΡΑ φαρμακείο ζητείται φαρμακοποιός. τηλ. 231-200.: [847, 176, 996, 196]
column-2: [194, 134, 353, 1976]
classified-ad: LAND Rover. τηλ. 269-883.: [1171, 668, 1289, 678]
classified-ad: ΚΩΣΤΑΣ Θεσσαλονίκη. τηλ. 794-811.: [1171, 328, 1320, 347]
classified-ad: ΑΠΩΛΕΣΘΗ φάκελος με δύο τουπάκια. Ο βρών να επικοινωνήσει τηλ. 545-291.: [37, 191, 185, 219]
classified-ad: ΕΝΟΙΚΙΑΖΕΤΑΙ κτήριο 400 μ2. τηλ. 292-385.: [685, 471, 834, 491]
classified-ad: ΕΥΚΑΙΡΙΑ. Πωλείται κατάστημα στο Πανόραμα. τηλ. 271-018.: [361, 588, 510, 608]
classified-ad: ΖΗΤΟΥΝΤΑΙ δακτυλογράφοι. τηλ. 236-016.: [847, 306, 996, 325]
classified-ad: ΑΠΟ Τούμπα διαμ. λοιδ. 55 μ2. 538-423.: [199, 737, 348, 757]
classified-ad: ΦΑΡΜΑΚΟΠΟΙΟΣ ζητεί εργασία. τηλ. 239-764.: [1009, 609, 1158, 629]
classified-ad: ΕΞΕ Βιβλιοδεσία στον Εύοσμο. 279-136.: [199, 543, 348, 562]
column-1: [32, 134, 190, 1976]
classified-ad: ΖΗΤΕΙΤΑΙ τεχνίτης. τηλ. 312-208.: [1009, 383, 1158, 402]
classified-ad: ΧΑΡΙΛΑΟΥ διαμ. λοιδ. 75 μ2, 80 μ2, 105 μ2. 237-359.: [199, 242, 348, 261]
classified-ad: ΓΕΡΑΚΙΝΗ Χαλκιδική οικόπεδο. τηλ. 611-269.: [523, 483, 672, 502]
classified-ad: ΠΩΛΕΙΤΑΙ γωνιακό οικόπεδο 500 τ.μ. τηλ. 517-413.: [523, 301, 672, 320]
classified-ad: ΠΩΛΕΙΤΑΙ οικόπεδο 1.000 τ.μ. τηλ. 259-183.: [523, 713, 672, 733]
classified-ad: ΠΩΛΕΙΤΑΙ διαμέρισμα 3.300 τ.μ. Εκτός σχεδίου. τηλ. 278-766.: [523, 165, 672, 184]
classified-ad: ΠΑΡΑΘΑΛΑΣΣΙΟ διαμέρισμα. τηλ. 914-665.: [361, 466, 510, 486]
classified-ad: ΠΩΛΕΙΤΑΙ κατάστημα καφέ-μπαρ. τηλ. 277-590.: [685, 155, 834, 175]
classified-ad: ΖΗΤΟΥΝΤΑΙ πεπειραμένες υπάλληλοι. τηλ. 266-948.: [1009, 220, 1158, 239]
classified-ad: ΠΩΛΟΥΝΤΑΙ γκαράζ στην Ευαγγελίστρια. τηλ. 246-121.: [361, 176, 510, 196]
classified-ad: ΖΗΤΟΥΝΤΑΙ σερβιτόροι. τηλ. 263-648.: [1009, 361, 1158, 380]
classified-ad: ΖΗΤΟΥΝΤΑΙ για υπαλλήλους ατομικά. τηλ. 264-169.: [847, 134, 996, 153]
column-7: [1005, 134, 1164, 1976]
classified-ad: TOYOTA 1600. τηλ. 210-123.: [1171, 656, 1297, 666]
